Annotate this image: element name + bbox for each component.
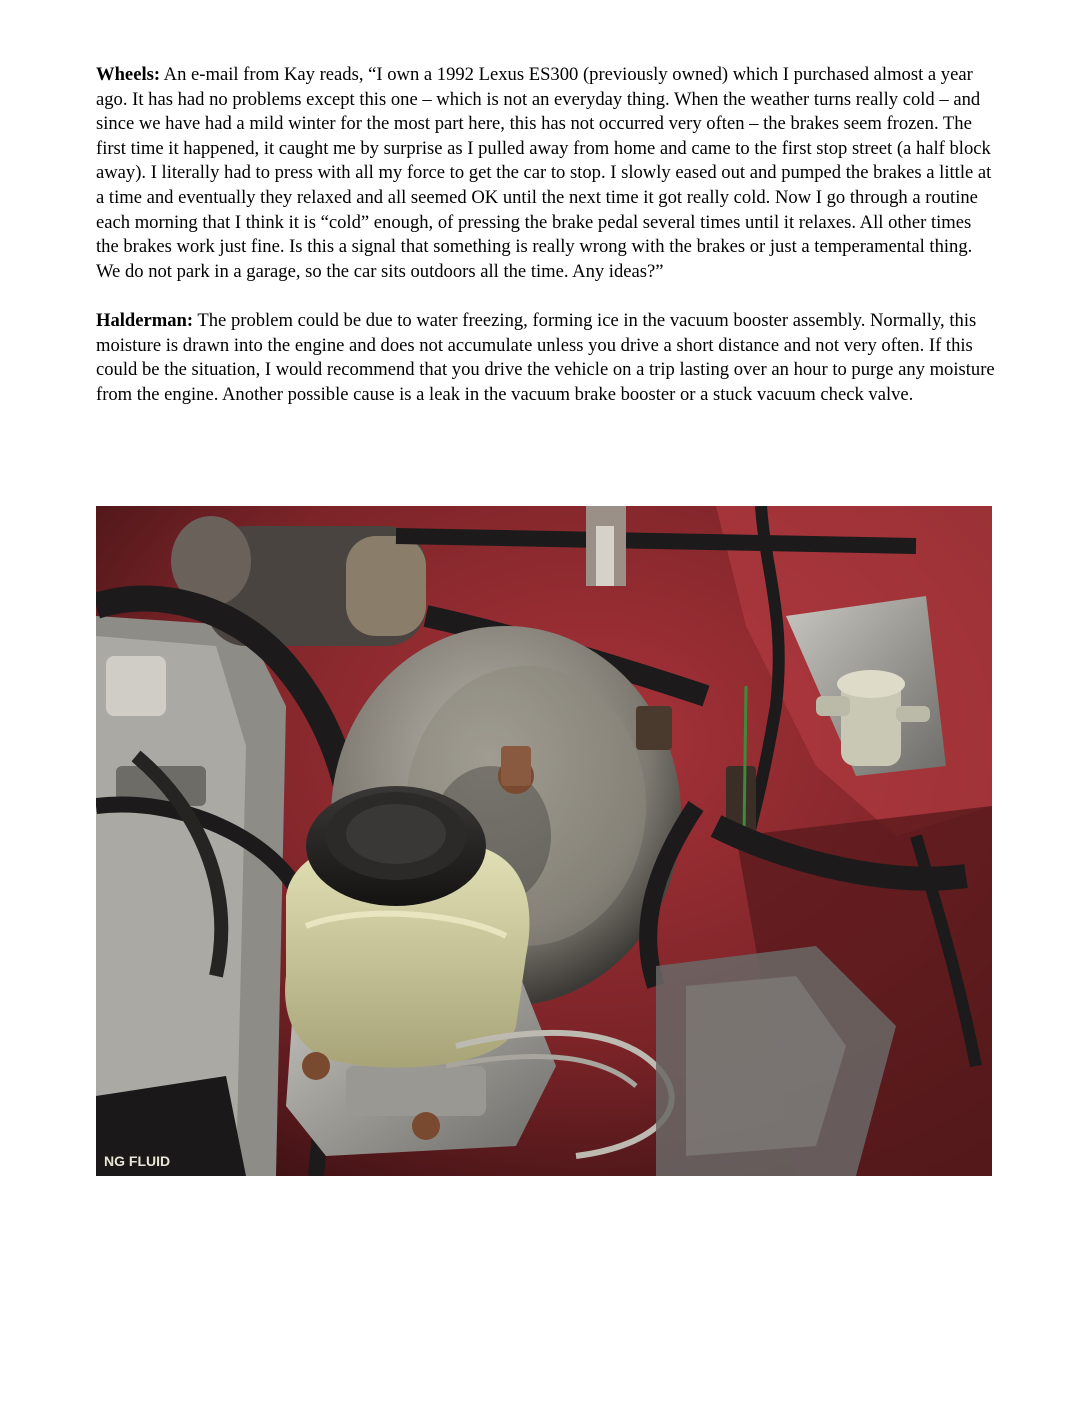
article-text — [96, 63, 996, 407]
paragraph-body: An e-mail from Kay reads, “I own a 1992 Lexus ES300 (previously owned) which I purchased almost a year ago. It has had no problems except this one – which is not an everyday thing. When the weather turns really cold – and since we have had a mild winter for the most part here, this has not occurred very often – the brakes seem frozen. The first time it happened, it caught me by surprise as I pulled away from home and came to the first stop street (a half block away). I literally had to press with all my force to get the car to stop. I slowly eased out and pumped the brakes a little at a time and eventually they relaxed and all seemed OK until the next time it got really cold. Now I go through a routine each morning that I think it is “cold” enough, of pressing the brake pedal several times until it relaxes. All other times the brakes work just fine. Is this a signal that something is really wrong with the brakes or just a temperamental thing. We do not park in a garage, so the car sits outdoors all the time. Any ideas?” — [96, 64, 992, 282]
engine-bay-photo — [96, 506, 992, 1176]
speaker-label: Halderman: — [96, 309, 194, 331]
answer-paragraph — [96, 309, 996, 407]
speaker-label: Wheels: — [96, 64, 161, 85]
paragraph-body: The problem could be due to water freezing, forming ice in the vacuum booster assembly. Normally, this moisture is drawn into the engine and does not accumulate unless you drive a short distance and not very often. If this could be the situation, I would recommend that you drive the vehicle on a trip lasting over an hour to purge any moisture from the engine. Another possible cause is a leak in the vacuum brake booster or a stuck vacuum check valve. — [96, 309, 995, 405]
question-paragraph — [96, 63, 996, 284]
photo-reservoir-label: NG FLUID — [104, 1153, 171, 1169]
engine-bay-illustration — [96, 506, 992, 1176]
